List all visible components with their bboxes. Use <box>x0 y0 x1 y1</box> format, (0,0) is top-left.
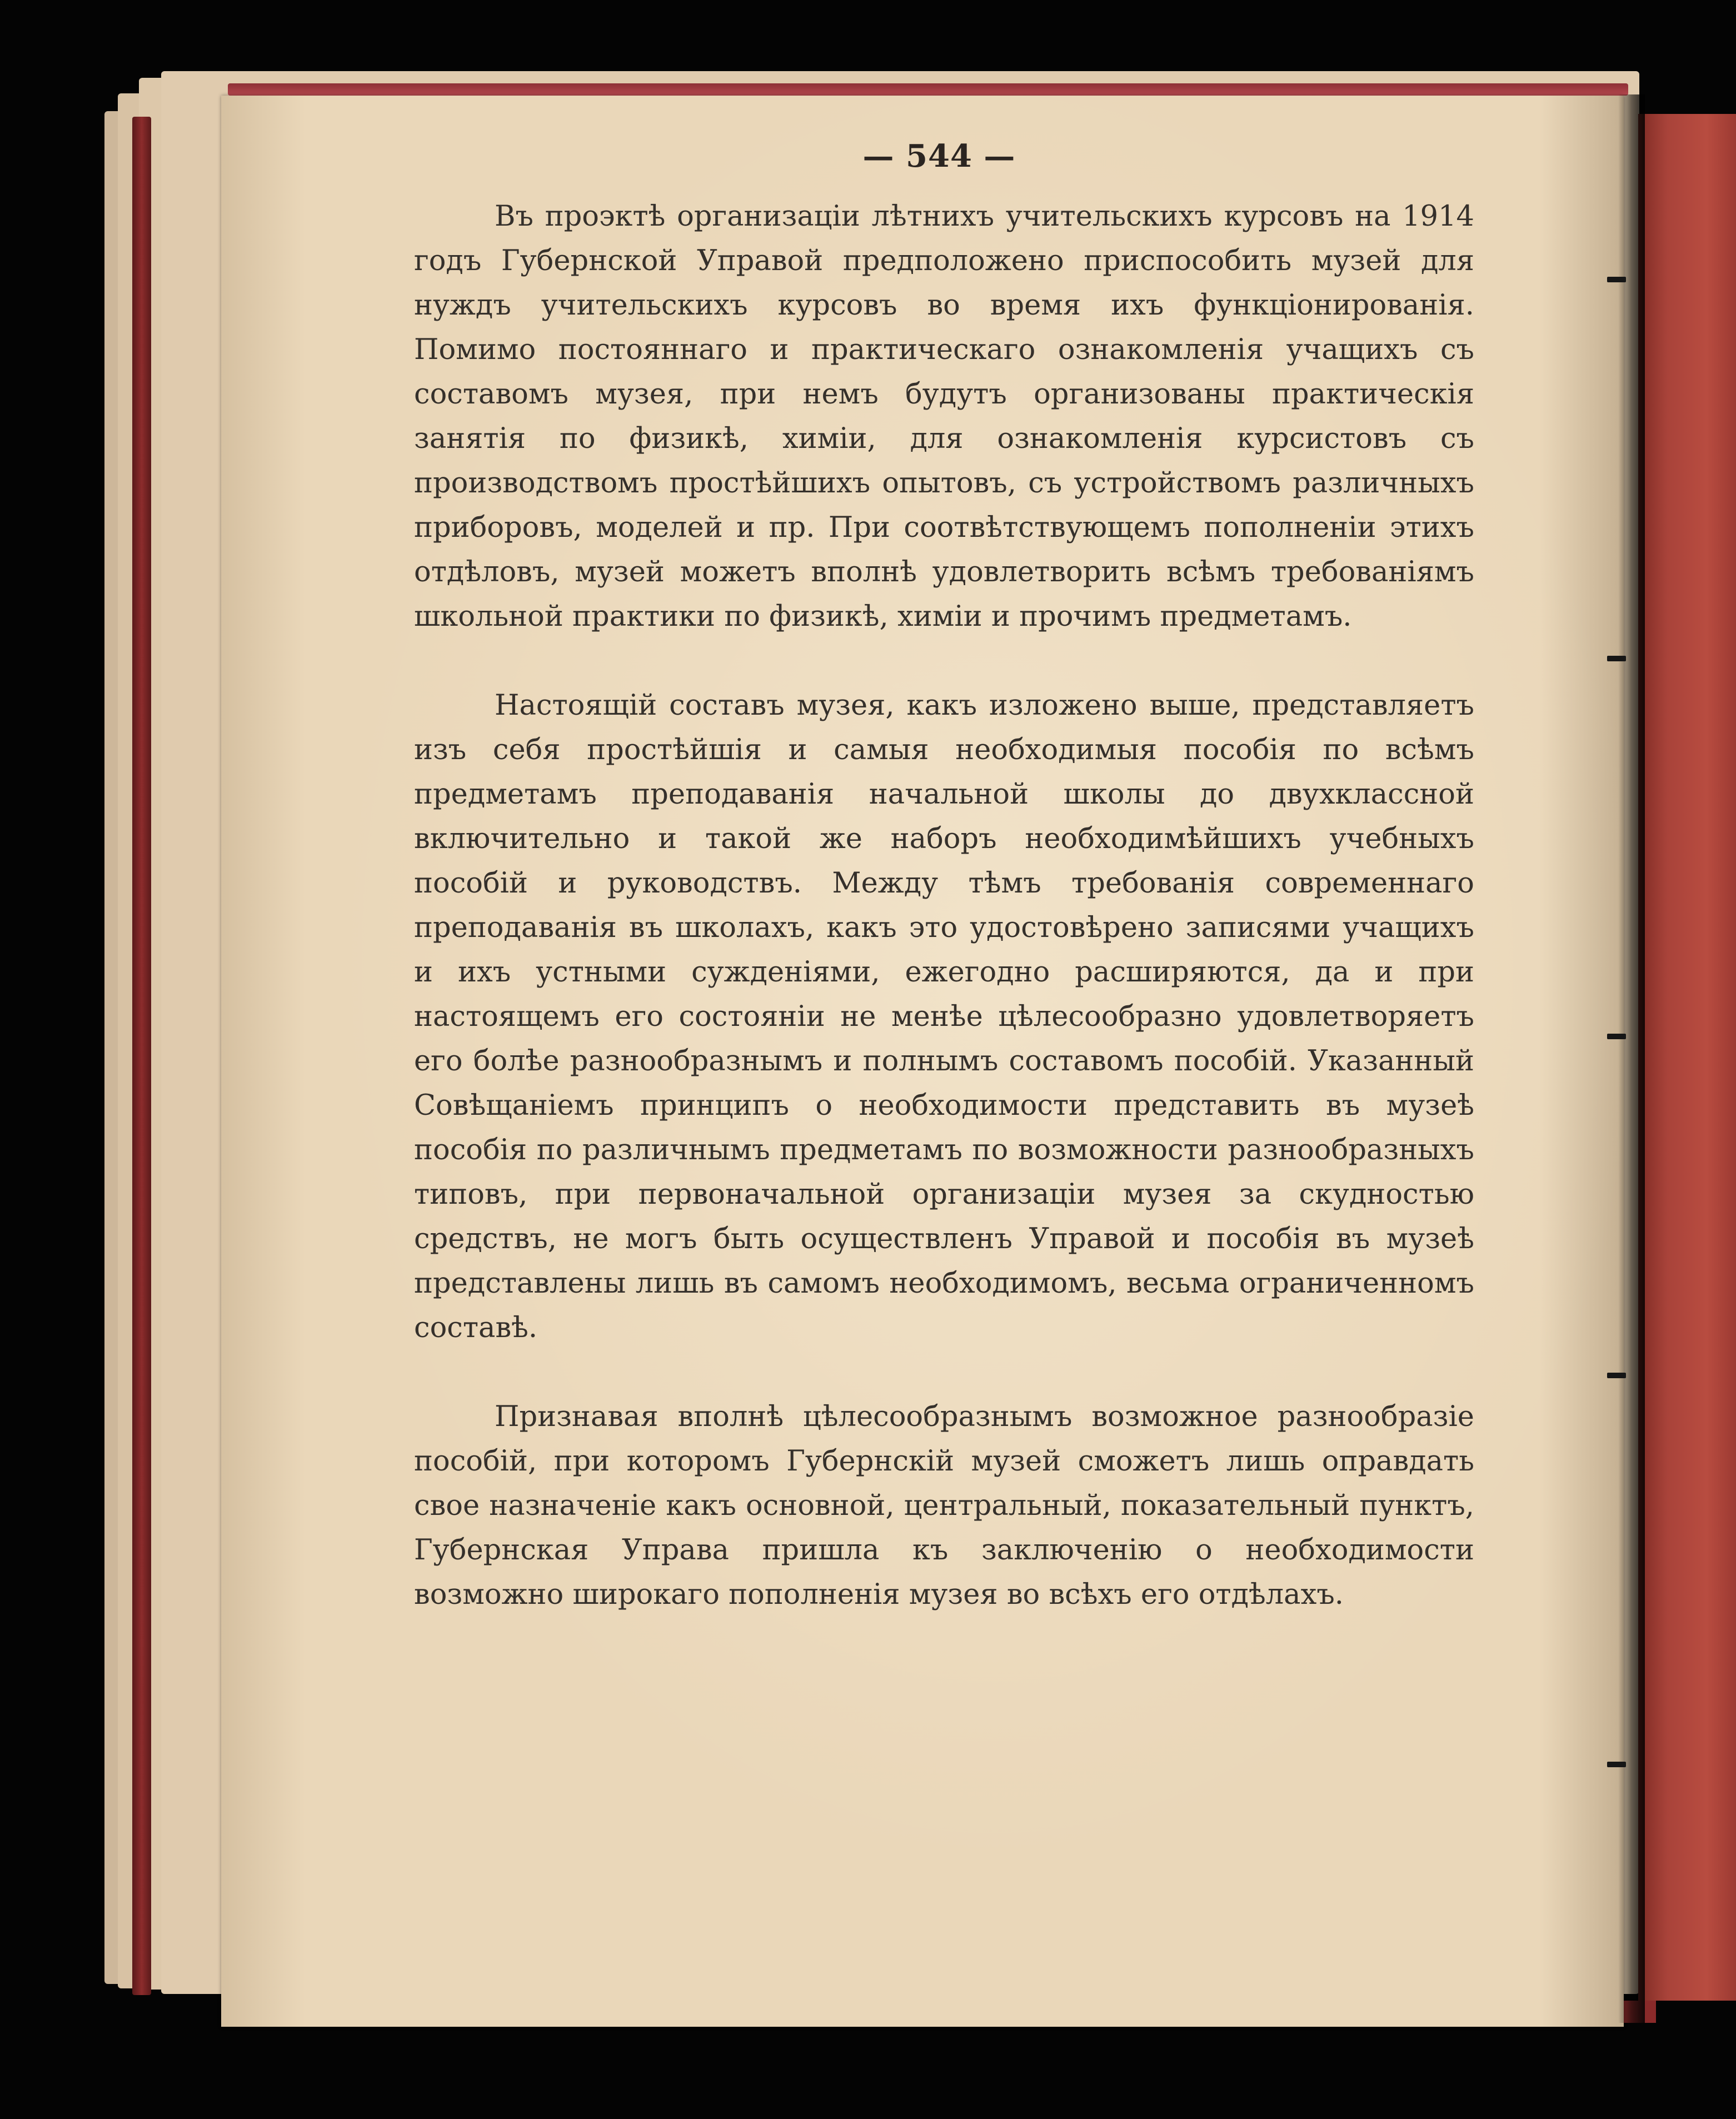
page-marker-notch <box>1607 656 1626 661</box>
paragraph: Въ проэктѣ организаціи лѣтнихъ учительскихъ курсовъ на 1914 годъ Губернской Управой предположено приспособить музей для нуждъ учительскихъ курсовъ во время ихъ функціонированія. Помимо постояннаго и практическаго ознакомленія учащихъ съ составомъ музея, при немъ будутъ организованы практическія занятія по физикѣ, химіи, для ознакомленія курсистовъ съ производствомъ простѣйшихъ опытовъ, съ устройствомъ различныхъ приборовъ, моделей и пр. При соотвѣтствующемъ пополненіи этихъ отдѣловъ, музей можетъ вполнѣ удовлетворить всѣмъ требованіямъ школьной практики по физикѣ, химіи и прочимъ предметамъ. <box>414 200 1474 633</box>
red-binding-edge <box>132 117 151 1995</box>
body-text <box>414 195 1474 1617</box>
page-marker-notch <box>1607 1762 1626 1767</box>
paragraph: Настоящій составъ музея, какъ изложено выше, представляетъ изъ себя простѣйшія и самыя необходимыя пособія по всѣмъ предметамъ преподаванія начальной школы до двухклассной включительно и такой же наборъ необходимѣйшихъ учебныхъ пособій и руководствъ. Между тѣмъ требованія современнаго преподаванія въ школахъ, какъ это удостовѣрено записями учащихъ и ихъ устными сужденіями, ежегодно расширяются, да и при настоящемъ его состояніи не менѣе цѣлесообразно удовлетворяетъ его болѣе разнообразнымъ и полнымъ составомъ пособій. Указанный Совѣщаніемъ принципъ о необходимости представить въ музеѣ пособія по различнымъ предметамъ по возможности разнообразныхъ типовъ, при первоначальной организаціи музея за скудностью средствъ, не могъ быть осуществленъ Управой и пособія въ музеѣ представлены лишь въ самомъ необходимомъ, весьма ограниченномъ составѣ. <box>414 689 1474 1344</box>
page-marker-notch <box>1607 1034 1626 1039</box>
paragraph: Признавая вполнѣ цѣлесообразнымъ возможное разнообразіе пособій, при которомъ Губернскій музей сможетъ лишь оправдать свое назначеніе какъ основной, центральный, показательный пунктъ, Губернская Управа пришла къ заключенію о необходимости возможно широкаго пополненія музея во всѣхъ его отдѣлахъ. <box>414 1400 1474 1611</box>
facing-page-cover <box>1638 114 1736 2001</box>
page-number: — 544 — <box>862 138 1016 174</box>
page-marker-notch <box>1607 1373 1626 1378</box>
book-gutter-shadow <box>1618 94 1645 2023</box>
page-marker-notch <box>1607 277 1626 282</box>
red-top-edge <box>228 83 1628 96</box>
